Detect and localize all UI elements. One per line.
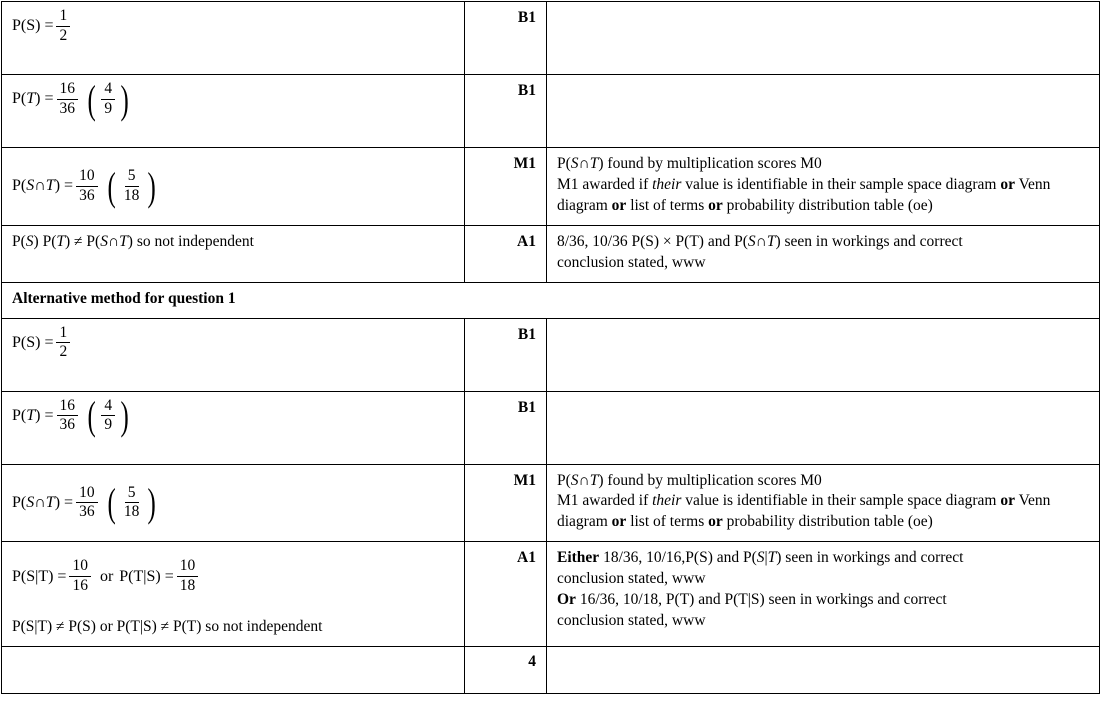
connector-word: or (99, 567, 114, 585)
expression-label: P(S|T) = (12, 567, 67, 585)
right-paren: ) (120, 393, 129, 439)
parenthesised-equivalent (85, 76, 131, 122)
fraction (101, 81, 115, 117)
right-paren: ) (147, 480, 157, 526)
fraction-denominator: 2 (59, 343, 68, 361)
table-row (2, 464, 1100, 542)
row-working-cell (2, 542, 465, 646)
expression-label: P(S∩T) = (12, 177, 74, 195)
row-mark-cell: B1 (465, 318, 547, 391)
markscheme-table (1, 1, 1100, 694)
fraction (57, 398, 79, 434)
fraction-numerator: 1 (56, 8, 70, 27)
fraction-denominator: 36 (79, 503, 95, 521)
expression-label: P(S∩T) = (12, 493, 74, 511)
table-row (2, 2, 1100, 75)
row-notes-cell (547, 148, 1100, 226)
note-line: conclusion stated, www (557, 253, 706, 271)
conclusion-text: P(S) P(T) ≠ P(S∩T) so not independent (12, 232, 254, 250)
fraction (121, 168, 143, 204)
total-working-cell (2, 646, 465, 693)
note-line: P(S∩T) found by multiplication scores M0 (557, 155, 822, 172)
expression-label-2: P(T|S) = (119, 567, 174, 585)
row-mark-cell: M1 (465, 464, 547, 542)
or-label: Or (557, 591, 576, 609)
row-mark-cell: A1 (465, 225, 547, 282)
right-paren: ) (120, 76, 129, 122)
note-line: Either 18/36, 10/16,P(S) and P(S|T) seen in workings and correct (557, 549, 964, 567)
left-paren: ( (107, 163, 116, 209)
table-row (2, 391, 1100, 464)
fraction-numerator: 5 (125, 168, 139, 187)
parenthesised-equivalent (105, 163, 159, 209)
row-working-cell (2, 391, 465, 464)
row-notes-cell (547, 225, 1100, 282)
conclusion-text: P(S|T) ≠ P(S) or P(T|S) ≠ P(T) so not independent (12, 617, 323, 635)
row-working-cell (2, 75, 465, 148)
row-notes-cell (547, 391, 1100, 464)
fraction-denominator: 36 (59, 416, 75, 434)
row-mark-cell: A1 (465, 542, 547, 646)
fraction-numerator: 16 (57, 81, 79, 100)
table-row (2, 225, 1100, 282)
row-notes-cell (547, 2, 1100, 75)
fraction-denominator: 9 (104, 99, 113, 117)
table-row (2, 148, 1100, 226)
note-line: P(S∩T) found by multiplication scores M0 (557, 471, 822, 489)
fraction (177, 558, 199, 594)
right-paren: ) (147, 163, 157, 209)
row-working-cell (2, 464, 465, 542)
row-mark-cell: M1 (465, 148, 547, 226)
fraction (57, 81, 79, 117)
left-paren: ( (87, 393, 96, 439)
note-line: conclusion stated, www (557, 612, 706, 630)
fraction-denominator: 18 (123, 503, 140, 521)
fraction-numerator: 5 (125, 485, 139, 504)
note-line: M1 awarded if their value is identifiable in their sample space diagram or Venn diagram or list of terms or probability distribution table (oe) (557, 175, 1051, 214)
note-line: 8/36, 10/36 P(S) × P(T) and P(S∩T) seen in workings and correct (557, 232, 963, 250)
fraction-numerator: 4 (101, 398, 115, 417)
fraction-denominator: 2 (59, 26, 68, 44)
expression-pst (12, 480, 454, 526)
either-label: Either (557, 549, 600, 567)
total-row (2, 646, 1100, 693)
row-notes-cell (547, 464, 1100, 542)
row-notes-cell (547, 318, 1100, 391)
expression-label: P(T) = (12, 406, 54, 424)
fraction-denominator: 18 (179, 577, 196, 595)
fraction (69, 558, 91, 594)
table-row (2, 318, 1100, 391)
row-notes-cell (547, 542, 1100, 646)
total-mark-cell: 4 (465, 646, 547, 693)
expression-label: P(T) = (12, 90, 54, 108)
fraction-denominator: 36 (79, 186, 95, 204)
fraction-numerator: 1 (56, 325, 70, 344)
alt-method-heading-row (2, 282, 1100, 318)
fraction-numerator: 10 (76, 168, 98, 187)
fraction-numerator: 10 (76, 485, 98, 504)
expression-label: P(S) = (12, 17, 54, 35)
left-paren: ( (87, 76, 96, 122)
left-paren: ( (107, 480, 116, 526)
fraction-numerator: 16 (57, 398, 79, 417)
parenthesised-equivalent (85, 393, 131, 439)
fraction (56, 8, 70, 44)
expression-pt (12, 393, 454, 439)
row-notes-cell (547, 75, 1100, 148)
fraction (76, 168, 98, 204)
fraction (101, 398, 115, 434)
expression-pst (12, 163, 454, 209)
expression-pt (12, 76, 454, 122)
total-notes-cell (547, 646, 1100, 693)
expression-ps (12, 325, 454, 361)
fraction-denominator: 16 (72, 577, 88, 595)
row-working-cell (2, 2, 465, 75)
markscheme-page (0, 1, 1100, 708)
fraction (56, 325, 70, 361)
row-working-cell (2, 225, 465, 282)
fraction (76, 485, 98, 521)
fraction-denominator: 36 (59, 99, 75, 117)
row-mark-cell: B1 (465, 2, 547, 75)
table-row (2, 75, 1100, 148)
fraction (121, 485, 143, 521)
note-line: conclusion stated, www (557, 570, 706, 588)
expression-ps (12, 8, 454, 44)
table-row (2, 542, 1100, 646)
fraction-denominator: 18 (123, 186, 140, 204)
fraction-numerator: 4 (101, 81, 115, 100)
row-working-cell (2, 318, 465, 391)
row-mark-cell: B1 (465, 75, 547, 148)
row-mark-cell: B1 (465, 391, 547, 464)
alt-method-heading: Alternative method for question 1 (2, 282, 1100, 318)
expression-conditional (12, 558, 454, 594)
expression-label: P(S) = (12, 333, 54, 351)
note-line: Or 16/36, 10/18, P(T) and P(T|S) seen in workings and correct (557, 591, 947, 609)
row-working-cell (2, 148, 465, 226)
parenthesised-equivalent (105, 480, 159, 526)
fraction-numerator: 10 (177, 558, 199, 577)
fraction-numerator: 10 (69, 558, 91, 577)
note-line: M1 awarded if their value is identifiable in their sample space diagram or Venn diagram or list of terms or probability distribution table (oe) (557, 492, 1051, 531)
fraction-denominator: 9 (104, 416, 113, 434)
